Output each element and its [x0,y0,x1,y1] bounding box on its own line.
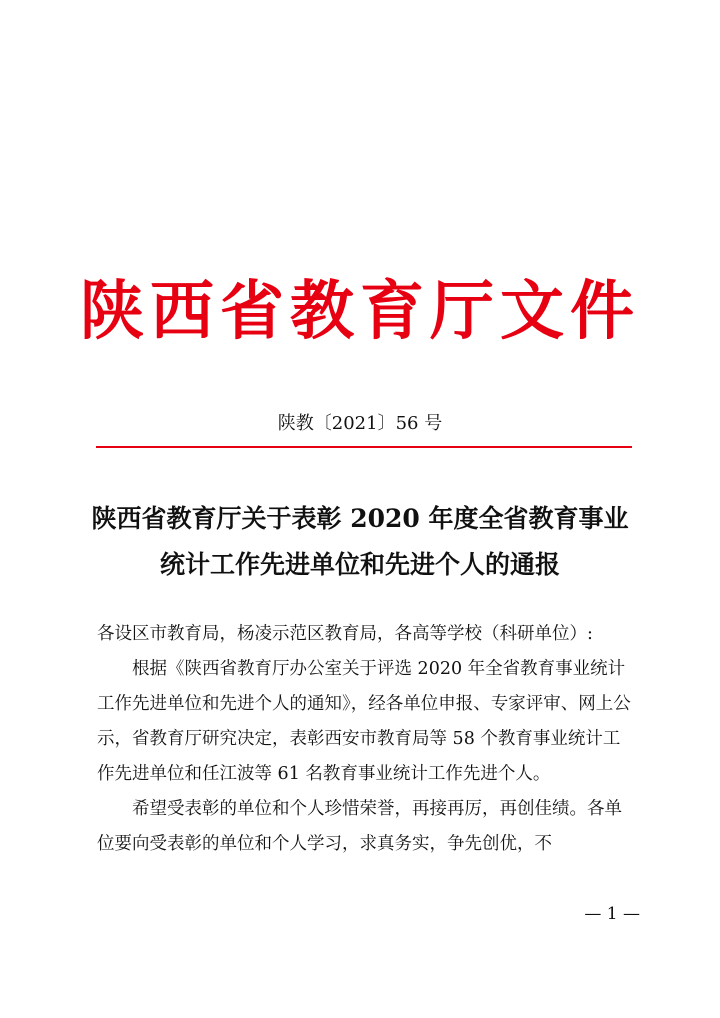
page-number: — 1 — [584,904,640,924]
body-paragraph-2: 希望受表彰的单位和个人珍惜荣誉，再接再厉，再创佳绩。各单位要向受表彰的单位和个人学习，求真务实，争先创优，不 [97,799,622,854]
notice-title [80,496,640,588]
notice-title-line-2: 统计工作先进单位和先进个人的通报 [159,550,560,579]
salutation: 各设区市教育局，杨凌示范区教育局，各高等学校（科研单位）: [97,624,593,644]
masthead-title: 陕西省教育厅文件 [80,274,640,349]
notice-title-line-1: 陕西省教育厅关于表彰 2020 年度全省教育事业 [91,504,629,533]
document-number: 陕教〔2021〕56 号 [277,413,443,434]
red-divider-line [96,446,632,448]
body-paragraph-1: 根据《陕西省教育厅办公室关于评选 2020 年全省教育事业统计工作先进单位和先进个人的通知》，经各单位申报、专家评审、网上公示，省教育厅研究决定，表彰西安市教育局等 58 个教育事业统计工作先进单位和任江波等 61 名教育事业统计工作先进个人。 [97,659,631,784]
notice-body [97,617,637,862]
